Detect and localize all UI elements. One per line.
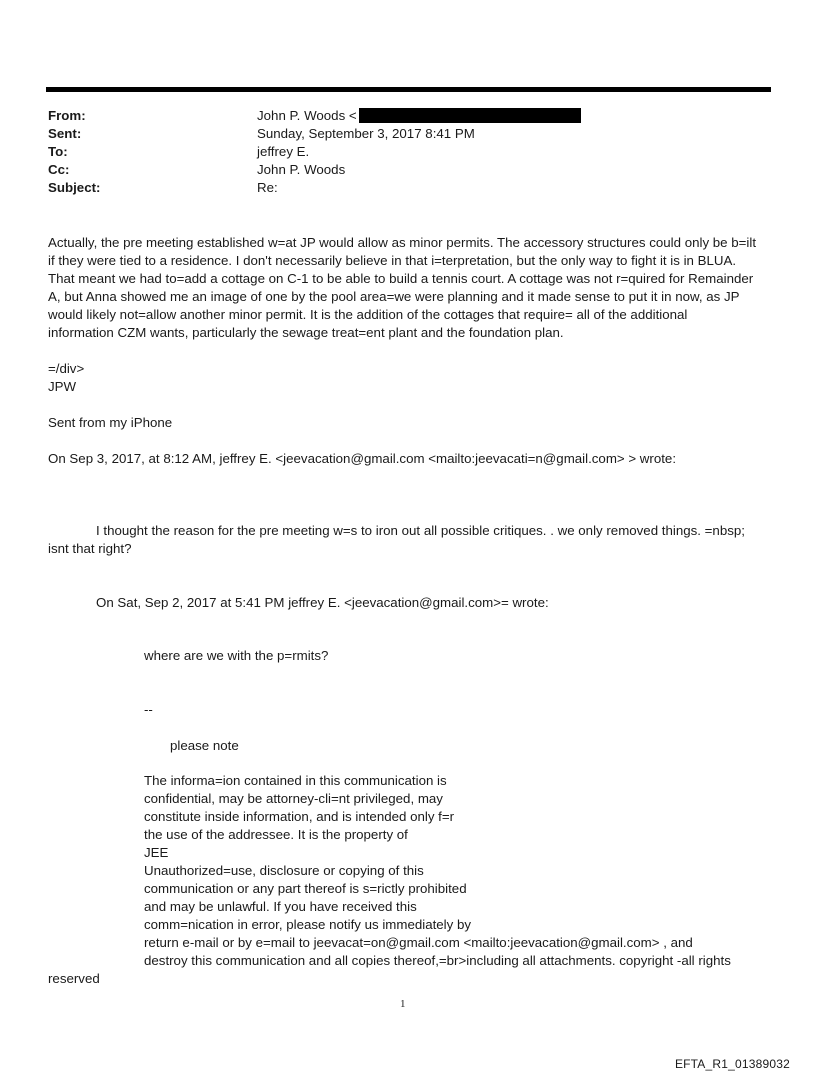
body-line: if they were tied to a residence. I don't necessarily believe in that i=terpretation, but the only way to fight it is in BLUA.	[48, 253, 737, 268]
from-label: From:	[48, 108, 86, 123]
disclaimer-line: communication or any part thereof is s=rictly prohibited	[144, 881, 467, 896]
cc-value: John P. Woods	[257, 162, 346, 177]
document-id: EFTA_R1_01389032	[674, 1057, 790, 1071]
body-line: would likely not=allow another minor permit. It is the addition of the cottages that require= all of the additional	[48, 307, 688, 322]
body-line: That meant we had to=add a cottage on C-1 to be able to build a tennis court. A cottage was not r=quired for Remainder	[48, 271, 754, 286]
redaction-box	[359, 108, 581, 123]
quote2-header: On Sat, Sep 2, 2017 at 5:41 PM jeffrey E. <jeevacation@gmail.com>= wrote:	[96, 595, 549, 610]
body-line: Actually, the pre meeting established w=at JP would allow as minor permits. The accessory structures could only be b=ilt	[48, 235, 757, 250]
please-note: please note	[170, 738, 239, 753]
disclaimer-line: JEE	[144, 845, 169, 860]
quote1-header: On Sep 3, 2017, at 8:12 AM, jeffrey E. <jeevacation@gmail.com <mailto:jeevacati=n@gmail.com> > wrote:	[48, 451, 677, 466]
body-line: A, but Anna showed me an image of one by the pool area=we were planning and it made sense to put it in now, as JP	[48, 289, 740, 304]
disclaimer-line: The informa=ion contained in this communication is	[144, 773, 447, 788]
sent-label: Sent:	[48, 126, 82, 141]
body-line: information CZM wants, particularly the sewage treat=ent plant and the foundation plan.	[48, 325, 564, 340]
subject-value: Re:	[257, 180, 278, 195]
sent-value: Sunday, September 3, 2017 8:41 PM	[257, 126, 475, 141]
disclaimer-line: constitute inside information, and is intended only f=r	[144, 809, 455, 824]
disclaimer-line: return e-mail or by e=mail to jeevacat=on@gmail.com <mailto:jeevacation@gmail.com> , and	[144, 935, 693, 950]
disclaimer-line: destroy this communication and all copies thereof,=br>including all attachments. copyright -all rights	[144, 953, 731, 968]
sent-from: Sent from my iPhone	[48, 415, 173, 430]
disclaimer-reserved: reserved	[48, 971, 100, 986]
signature-separator: --	[144, 702, 153, 717]
from-value	[257, 107, 581, 125]
cc-label: Cc:	[48, 162, 70, 177]
disclaimer-line: Unauthorized=use, disclosure or copying of this	[144, 863, 424, 878]
to-label: To:	[48, 144, 68, 159]
to-value: jeffrey E.	[257, 144, 310, 159]
signature: JPW	[48, 379, 77, 394]
from-name: John P. Woods <	[257, 108, 357, 123]
page-number: 1	[400, 998, 406, 1010]
quote1-line: I thought the reason for the pre meeting w=s to iron out all possible critiques. . we only removed things. =nbsp;	[96, 523, 745, 538]
header-rule	[46, 87, 771, 92]
quote2-line: where are we with the p=rmits?	[144, 648, 329, 663]
disclaimer-line: comm=nication in error, please notify us immediately by	[144, 917, 472, 932]
subject-label: Subject:	[48, 180, 101, 195]
disclaimer-line: the use of the addressee. It is the property of	[144, 827, 408, 842]
disclaimer-line: and may be unlawful. If you have received this	[144, 899, 417, 914]
quote1-line: isnt that right?	[48, 541, 132, 556]
disclaimer-line: confidential, may be attorney-cli=nt privileged, may	[144, 791, 443, 806]
div-tag-text: =/div>	[48, 361, 85, 376]
